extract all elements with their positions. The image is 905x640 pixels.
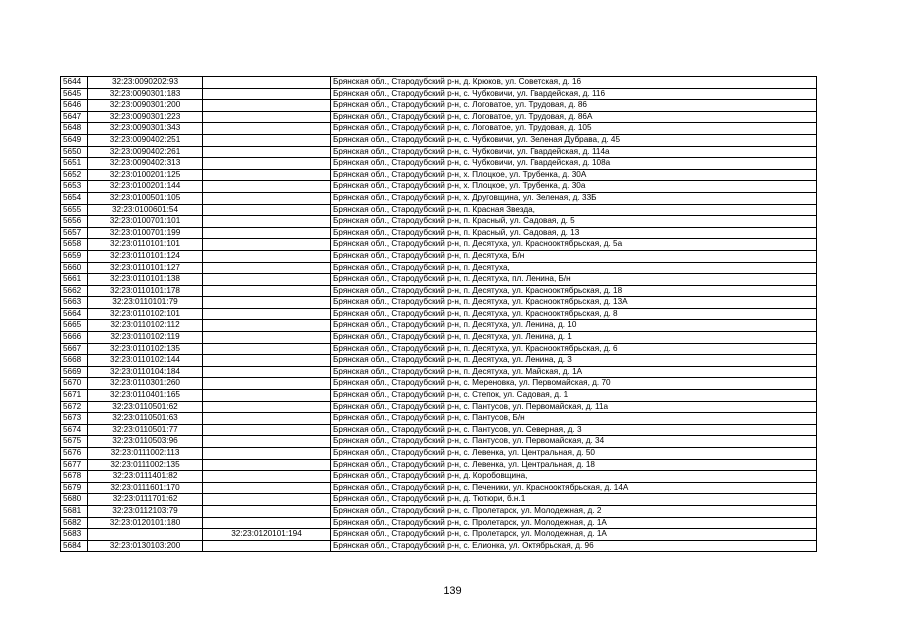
parent-cadastral-number-cell — [203, 262, 331, 274]
table-row — [61, 123, 817, 135]
row-number-cell: 5659 — [61, 250, 88, 262]
address-cell: Брянская обл., Стародубский р-н, п. Десятуха, ул. Краснооктябрьская, д. 6 — [331, 343, 817, 355]
table-body — [61, 77, 817, 552]
address-cell: Брянская обл., Стародубский р-н, с. Чубковичи, ул. Гвардейская, д. 116 — [331, 88, 817, 100]
parent-cadastral-number-cell: 32:23:0120101:194 — [203, 529, 331, 541]
table-row — [61, 297, 817, 309]
table-row — [61, 77, 817, 89]
cadastral-number-cell: 32:23:0110501:63 — [88, 413, 203, 425]
address-cell: Брянская обл., Стародубский р-н, с. Логоватое, ул. Трудовая, д. 86А — [331, 111, 817, 123]
cadastral-number-cell: 32:23:0090202:93 — [88, 77, 203, 89]
table-row — [61, 401, 817, 413]
table-row — [61, 448, 817, 460]
address-cell: Брянская обл., Стародубский р-н, п. Десятуха, ул. Ленина, д. 10 — [331, 320, 817, 332]
cadastral-number-cell: 32:23:0090402:313 — [88, 158, 203, 170]
table-row — [61, 320, 817, 332]
address-cell: Брянская обл., Стародубский р-н, д. Крюков, ул. Советская, д. 16 — [331, 77, 817, 89]
table-row — [61, 366, 817, 378]
row-number-cell: 5675 — [61, 436, 88, 448]
address-cell: Брянская обл., Стародубский р-н, с. Логоватое, ул. Трудовая, д. 86 — [331, 100, 817, 112]
parent-cadastral-number-cell — [203, 134, 331, 146]
table-row — [61, 308, 817, 320]
parent-cadastral-number-cell — [203, 320, 331, 332]
row-number-cell: 5647 — [61, 111, 88, 123]
parent-cadastral-number-cell — [203, 169, 331, 181]
row-number-cell: 5658 — [61, 239, 88, 251]
parent-cadastral-number-cell — [203, 204, 331, 216]
row-number-cell: 5679 — [61, 482, 88, 494]
row-number-cell: 5649 — [61, 134, 88, 146]
row-number-cell: 5657 — [61, 227, 88, 239]
parent-cadastral-number-cell — [203, 424, 331, 436]
row-number-cell: 5650 — [61, 146, 88, 158]
cadastral-number-cell: 32:23:0110102:119 — [88, 332, 203, 344]
parent-cadastral-number-cell — [203, 401, 331, 413]
address-cell: Брянская обл., Стародубский р-н, с. Логоватое, ул. Трудовая, д. 105 — [331, 123, 817, 135]
cadastral-number-cell: 32:23:0100201:125 — [88, 169, 203, 181]
parent-cadastral-number-cell — [203, 366, 331, 378]
cadastral-number-cell: 32:23:0111601:170 — [88, 482, 203, 494]
cadastral-number-cell: 32:23:0110102:112 — [88, 320, 203, 332]
row-number-cell: 5651 — [61, 158, 88, 170]
address-cell: Брянская обл., Стародубский р-н, х. Плоцкое, ул. Трубенка, д. 30а — [331, 181, 817, 193]
parent-cadastral-number-cell — [203, 77, 331, 89]
address-cell: Брянская обл., Стародубский р-н, п. Десятуха, пл. Ленина, Б/н — [331, 274, 817, 286]
address-cell: Брянская обл., Стародубский р-н, с. Пролетарск, ул. Молодежная, д. 1А — [331, 517, 817, 529]
address-cell: Брянская обл., Стародубский р-н, с. Пантусов, Б/н — [331, 413, 817, 425]
address-cell: Брянская обл., Стародубский р-н, с. Елионка, ул. Октябрьская, д. 96 — [331, 540, 817, 552]
cadastral-number-cell: 32:23:0110102:101 — [88, 308, 203, 320]
address-cell: Брянская обл., Стародубский р-н, п. Красный, ул. Садовая, д. 13 — [331, 227, 817, 239]
table-row — [61, 216, 817, 228]
cadastral-number-cell: 32:23:0110101:79 — [88, 297, 203, 309]
row-number-cell: 5664 — [61, 308, 88, 320]
table-row — [61, 285, 817, 297]
row-number-cell: 5682 — [61, 517, 88, 529]
cadastral-number-cell: 32:23:0090301:343 — [88, 123, 203, 135]
address-cell: Брянская обл., Стародубский р-н, с. Мереновка, ул. Первомайская, д. 70 — [331, 378, 817, 390]
row-number-cell: 5674 — [61, 424, 88, 436]
address-cell: Брянская обл., Стародубский р-н, п. Десятуха, ул. Майская, д. 1А — [331, 366, 817, 378]
address-cell: Брянская обл., Стародубский р-н, п. Десятуха, ул. Краснооктябрьская, д. 5а — [331, 239, 817, 251]
table-row — [61, 88, 817, 100]
cadastral-number-cell: 32:23:0100701:199 — [88, 227, 203, 239]
address-cell: Брянская обл., Стародубский р-н, п. Десятуха, ул. Ленина, д. 1 — [331, 332, 817, 344]
address-cell: Брянская обл., Стародубский р-н, с. Степок, ул. Садовая, д. 1 — [331, 390, 817, 402]
parent-cadastral-number-cell — [203, 158, 331, 170]
parent-cadastral-number-cell — [203, 343, 331, 355]
row-number-cell: 5646 — [61, 100, 88, 112]
address-cell: Брянская обл., Стародубский р-н, с. Пантусов, ул. Первомайская, д. 11а — [331, 401, 817, 413]
row-number-cell: 5652 — [61, 169, 88, 181]
parent-cadastral-number-cell — [203, 297, 331, 309]
row-number-cell: 5645 — [61, 88, 88, 100]
parent-cadastral-number-cell — [203, 111, 331, 123]
table-row — [61, 204, 817, 216]
table-row — [61, 192, 817, 204]
address-cell: Брянская обл., Стародубский р-н, х. Плоцкое, ул. Трубенка, д. 30А — [331, 169, 817, 181]
cadastral-number-cell: 32:23:0111401:82 — [88, 471, 203, 483]
row-number-cell: 5680 — [61, 494, 88, 506]
cadastral-number-cell — [88, 529, 203, 541]
row-number-cell: 5662 — [61, 285, 88, 297]
parent-cadastral-number-cell — [203, 471, 331, 483]
address-cell: Брянская обл., Стародубский р-н, п. Десятуха, — [331, 262, 817, 274]
parent-cadastral-number-cell — [203, 192, 331, 204]
table-row — [61, 436, 817, 448]
address-cell: Брянская обл., Стародубский р-н, д. Тютюри, б.н.1 — [331, 494, 817, 506]
table-row — [61, 540, 817, 552]
address-cell: Брянская обл., Стародубский р-н, с. Печеники, ул. Краснооктябрьская, д. 14А — [331, 482, 817, 494]
table-row — [61, 262, 817, 274]
table-row — [61, 378, 817, 390]
row-number-cell: 5656 — [61, 216, 88, 228]
row-number-cell: 5684 — [61, 540, 88, 552]
address-cell: Брянская обл., Стародубский р-н, с. Чубковичи, ул. Гвардейская, д. 114а — [331, 146, 817, 158]
parent-cadastral-number-cell — [203, 239, 331, 251]
parent-cadastral-number-cell — [203, 378, 331, 390]
row-number-cell: 5644 — [61, 77, 88, 89]
address-cell: Брянская обл., Стародубский р-н, с. Пантусов, ул. Северная, д. 3 — [331, 424, 817, 436]
table-row — [61, 332, 817, 344]
cadastral-number-cell: 32:23:0100501:105 — [88, 192, 203, 204]
page-number: 139 — [443, 585, 462, 597]
parent-cadastral-number-cell — [203, 517, 331, 529]
row-number-cell: 5683 — [61, 529, 88, 541]
table-row — [61, 517, 817, 529]
cadastral-number-cell: 32:23:0110501:77 — [88, 424, 203, 436]
cadastral-number-cell: 32:23:0111002:113 — [88, 448, 203, 460]
cadastral-number-cell: 32:23:0110102:135 — [88, 343, 203, 355]
row-number-cell: 5668 — [61, 355, 88, 367]
cadastral-number-cell: 32:23:0110101:138 — [88, 274, 203, 286]
parent-cadastral-number-cell — [203, 88, 331, 100]
table-row — [61, 169, 817, 181]
address-cell: Брянская обл., Стародубский р-н, с. Левенка, ул. Центральная, д. 18 — [331, 459, 817, 471]
table-row — [61, 424, 817, 436]
table-row — [61, 459, 817, 471]
cadastral-number-cell: 32:23:0110101:127 — [88, 262, 203, 274]
cadastral-number-cell: 32:23:0112103:79 — [88, 505, 203, 517]
parent-cadastral-number-cell — [203, 250, 331, 262]
parent-cadastral-number-cell — [203, 494, 331, 506]
table-row — [61, 355, 817, 367]
row-number-cell: 5665 — [61, 320, 88, 332]
cadastral-number-cell: 32:23:0110401:165 — [88, 390, 203, 402]
cadastral-number-cell: 32:23:0110501:62 — [88, 401, 203, 413]
parent-cadastral-number-cell — [203, 355, 331, 367]
cadastral-number-cell: 32:23:0110503:96 — [88, 436, 203, 448]
address-cell: Брянская обл., Стародубский р-н, с. Чубковичи, ул. Зеленая Дубрава, д. 45 — [331, 134, 817, 146]
address-cell: Брянская обл., Стародубский р-н, х. Друговщина, ул. Зеленая, д. 33Б — [331, 192, 817, 204]
cadastral-number-cell: 32:23:0111002:135 — [88, 459, 203, 471]
address-cell: Брянская обл., Стародубский р-н, п. Красная Звезда, — [331, 204, 817, 216]
address-cell: Брянская обл., Стародубский р-н, д. Коробовщина, — [331, 471, 817, 483]
row-number-cell: 5663 — [61, 297, 88, 309]
address-cell: Брянская обл., Стародубский р-н, п. Красный, ул. Садовая, д. 5 — [331, 216, 817, 228]
table-row — [61, 227, 817, 239]
parent-cadastral-number-cell — [203, 274, 331, 286]
parent-cadastral-number-cell — [203, 448, 331, 460]
table-row — [61, 239, 817, 251]
cadastral-number-cell: 32:23:0090301:223 — [88, 111, 203, 123]
table-row — [61, 482, 817, 494]
table-row — [61, 274, 817, 286]
cadastral-number-cell: 32:23:0110104:184 — [88, 366, 203, 378]
parent-cadastral-number-cell — [203, 285, 331, 297]
row-number-cell: 5666 — [61, 332, 88, 344]
parent-cadastral-number-cell — [203, 436, 331, 448]
row-number-cell: 5655 — [61, 204, 88, 216]
row-number-cell: 5670 — [61, 378, 88, 390]
row-number-cell: 5671 — [61, 390, 88, 402]
cadastral-number-cell: 32:23:0090402:251 — [88, 134, 203, 146]
cadastral-number-cell: 32:23:0120101:180 — [88, 517, 203, 529]
table-row — [61, 343, 817, 355]
row-number-cell: 5673 — [61, 413, 88, 425]
row-number-cell: 5681 — [61, 505, 88, 517]
row-number-cell: 5660 — [61, 262, 88, 274]
row-number-cell: 5654 — [61, 192, 88, 204]
parent-cadastral-number-cell — [203, 505, 331, 517]
parent-cadastral-number-cell — [203, 181, 331, 193]
table-row — [61, 146, 817, 158]
table-row — [61, 413, 817, 425]
row-number-cell: 5678 — [61, 471, 88, 483]
cadastral-number-cell: 32:23:0090301:183 — [88, 88, 203, 100]
address-cell: Брянская обл., Стародубский р-н, п. Десятуха, ул. Ленина, д. 3 — [331, 355, 817, 367]
parent-cadastral-number-cell — [203, 332, 331, 344]
table-row — [61, 111, 817, 123]
row-number-cell: 5648 — [61, 123, 88, 135]
parent-cadastral-number-cell — [203, 227, 331, 239]
cadastral-number-cell: 32:23:0100601:54 — [88, 204, 203, 216]
address-cell: Брянская обл., Стародубский р-н, п. Десятуха, Б/н — [331, 250, 817, 262]
table-row — [61, 505, 817, 517]
address-cell: Брянская обл., Стародубский р-н, п. Десятуха, ул. Краснооктябрьская, д. 18 — [331, 285, 817, 297]
row-number-cell: 5676 — [61, 448, 88, 460]
address-cell: Брянская обл., Стародубский р-н, п. Десятуха, ул. Краснооктябрьская, д. 8 — [331, 308, 817, 320]
address-cell: Брянская обл., Стародубский р-н, с. Пролетарск, ул. Молодежная, д. 2 — [331, 505, 817, 517]
row-number-cell: 5653 — [61, 181, 88, 193]
cadastral-number-cell: 32:23:0130103:200 — [88, 540, 203, 552]
parent-cadastral-number-cell — [203, 390, 331, 402]
parent-cadastral-number-cell — [203, 413, 331, 425]
parent-cadastral-number-cell — [203, 308, 331, 320]
address-cell: Брянская обл., Стародубский р-н, с. Левенка, ул. Центральная, д. 50 — [331, 448, 817, 460]
cadastral-number-cell: 32:23:0100701:101 — [88, 216, 203, 228]
address-cell: Брянская обл., Стародубский р-н, п. Десятуха, ул. Краснооктябрьская, д. 13А — [331, 297, 817, 309]
table-row — [61, 494, 817, 506]
row-number-cell: 5667 — [61, 343, 88, 355]
cadastral-number-cell: 32:23:0090301:200 — [88, 100, 203, 112]
address-cell: Брянская обл., Стародубский р-н, с. Пролетарск, ул. Молодежная, д. 1А — [331, 529, 817, 541]
parent-cadastral-number-cell — [203, 216, 331, 228]
address-cell: Брянская обл., Стародубский р-н, с. Чубковичи, ул. Гвардейская, д. 108а — [331, 158, 817, 170]
parent-cadastral-number-cell — [203, 459, 331, 471]
cadastral-number-cell: 32:23:0110101:101 — [88, 239, 203, 251]
cadastral-number-cell: 32:23:0100201:144 — [88, 181, 203, 193]
parent-cadastral-number-cell — [203, 100, 331, 112]
table-row — [61, 134, 817, 146]
table-row — [61, 390, 817, 402]
parent-cadastral-number-cell — [203, 123, 331, 135]
row-number-cell: 5661 — [61, 274, 88, 286]
row-number-cell: 5672 — [61, 401, 88, 413]
cadastral-number-cell: 32:23:0110101:124 — [88, 250, 203, 262]
table-row — [61, 471, 817, 483]
property-table — [60, 76, 817, 552]
table-row — [61, 158, 817, 170]
parent-cadastral-number-cell — [203, 146, 331, 158]
cadastral-number-cell: 32:23:0110101:178 — [88, 285, 203, 297]
cadastral-number-cell: 32:23:0111701:62 — [88, 494, 203, 506]
table-row — [61, 181, 817, 193]
parent-cadastral-number-cell — [203, 482, 331, 494]
cadastral-number-cell: 32:23:0110301:260 — [88, 378, 203, 390]
row-number-cell: 5669 — [61, 366, 88, 378]
cadastral-number-cell: 32:23:0110102:144 — [88, 355, 203, 367]
table-row — [61, 100, 817, 112]
address-cell: Брянская обл., Стародубский р-н, с. Пантусов, ул. Первомайская, д. 34 — [331, 436, 817, 448]
table-row — [61, 529, 817, 541]
row-number-cell: 5677 — [61, 459, 88, 471]
cadastral-number-cell: 32:23:0090402:261 — [88, 146, 203, 158]
parent-cadastral-number-cell — [203, 540, 331, 552]
table-row — [61, 250, 817, 262]
